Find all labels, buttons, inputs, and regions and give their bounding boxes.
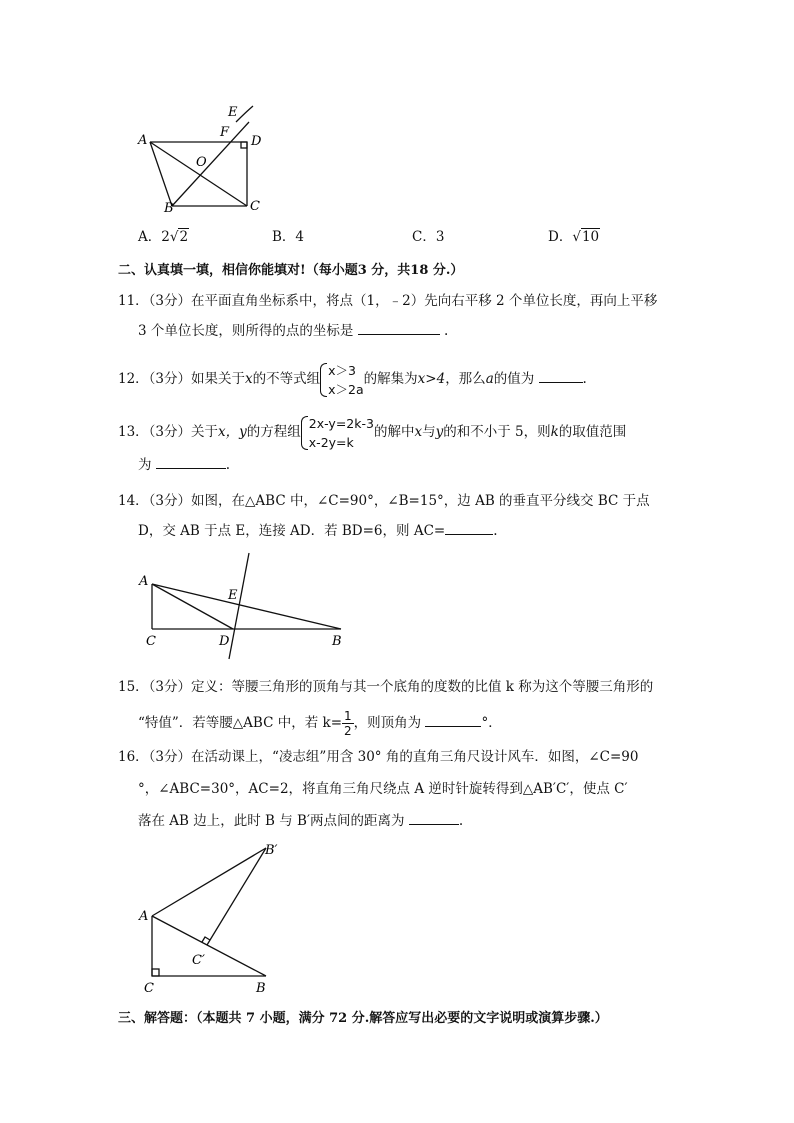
- inequality-system: x＞3 x＞2a: [320, 361, 364, 399]
- label-C: C: [144, 981, 154, 996]
- sqrt-symbol: √2: [169, 229, 189, 245]
- label-C: C: [146, 634, 156, 649]
- figure-q14: [136, 545, 346, 665]
- q15-line1: 15．（3分）定义：等腰三角形的顶角与其一个底角的度数的比值 k 称为这个等腰三角形的: [118, 679, 654, 695]
- sqrt-symbol: √10: [572, 229, 600, 245]
- q11-line2: 3 个单位长度，则所得的点的坐标是 .: [138, 323, 449, 339]
- label-C-prime: C′: [192, 953, 205, 968]
- label-B: B: [332, 634, 342, 649]
- answer-blank: [409, 824, 459, 825]
- section-2-title: 二、认真填一填，相信你能填对!（每小题3 分，共18 分.）: [118, 263, 464, 278]
- fraction: $\frac{1}{2}$: [344, 709, 352, 738]
- option-c: C．3: [412, 229, 445, 245]
- label-E: E: [228, 105, 238, 120]
- answer-blank: [156, 468, 226, 469]
- q11-line1: 11．（3分）在平面直角坐标系中，将点（1，﹣2）先向右平移 2 个单位长度，再向上平移: [118, 293, 658, 309]
- figure-q16: [136, 838, 286, 996]
- option-b: B．4: [272, 229, 305, 245]
- label-B: B: [256, 981, 266, 996]
- section-3-title: 三、解答题：（本题共 7 小题，满分 72 分.解答应写出必要的文字说明或演算步骤.）: [118, 1011, 608, 1026]
- q13-line1: 13．（3分）关于x，y的方程组 2x-y=2k-3 x-2y=k 的解中x与y的和不小于 5，则k的取值范围: [118, 415, 627, 450]
- figure-q10: [130, 100, 280, 215]
- label-F: F: [220, 125, 230, 140]
- answer-blank: [539, 382, 583, 383]
- answer-blank: [425, 726, 481, 727]
- q12-line: 12．（3分）如果关于x的不等式组 x＞3 x＞2a 的解集为x>4，那么a的值为 .: [118, 362, 587, 397]
- q16-line3: 落在 AB 边上，此时 B 与 B′两点间的距离为 .: [138, 813, 464, 829]
- label-D: D: [251, 134, 262, 149]
- q16-line1: 16．（3分）在活动课上，“凌志组”用含 30° 角的直角三角尺设计风车．如图，∠C=90: [118, 749, 639, 765]
- label-A: A: [138, 133, 148, 148]
- option-d: D．√10: [548, 229, 600, 245]
- label-A: A: [139, 909, 149, 924]
- equation-system: 2x-y=2k-3 x-2y=k: [301, 414, 374, 452]
- answer-blank: [445, 534, 493, 535]
- q14-line1: 14．（3分）如图，在△ABC 中，∠C=90°，∠B=15°，边 AB 的垂直平分线交 BC 于点: [118, 493, 650, 509]
- label-O: O: [196, 155, 207, 170]
- answer-blank: [358, 334, 440, 335]
- label-A: A: [139, 574, 149, 589]
- label-C: C: [250, 199, 260, 214]
- label-B-prime: B′: [265, 843, 278, 858]
- q13-line2: 为 .: [138, 457, 231, 473]
- label-B: B: [164, 201, 174, 215]
- q16-line2: °，∠ABC=30°，AC=2，将直角三角尺绕点 A 逆时针旋转得到△AB′C′，使点 C′: [138, 781, 628, 797]
- q15-line2: “特值”．若等腰△ABC 中，若 k= $\frac{1}{2}$ ，则顶角为 °．: [138, 709, 502, 738]
- label-E: E: [228, 588, 238, 603]
- label-D: D: [219, 634, 230, 649]
- q14-line2: D，交 AB 于点 E，连接 AD．若 BD=6，则 AC= .: [138, 523, 498, 539]
- option-a: A．2√2: [138, 229, 189, 245]
